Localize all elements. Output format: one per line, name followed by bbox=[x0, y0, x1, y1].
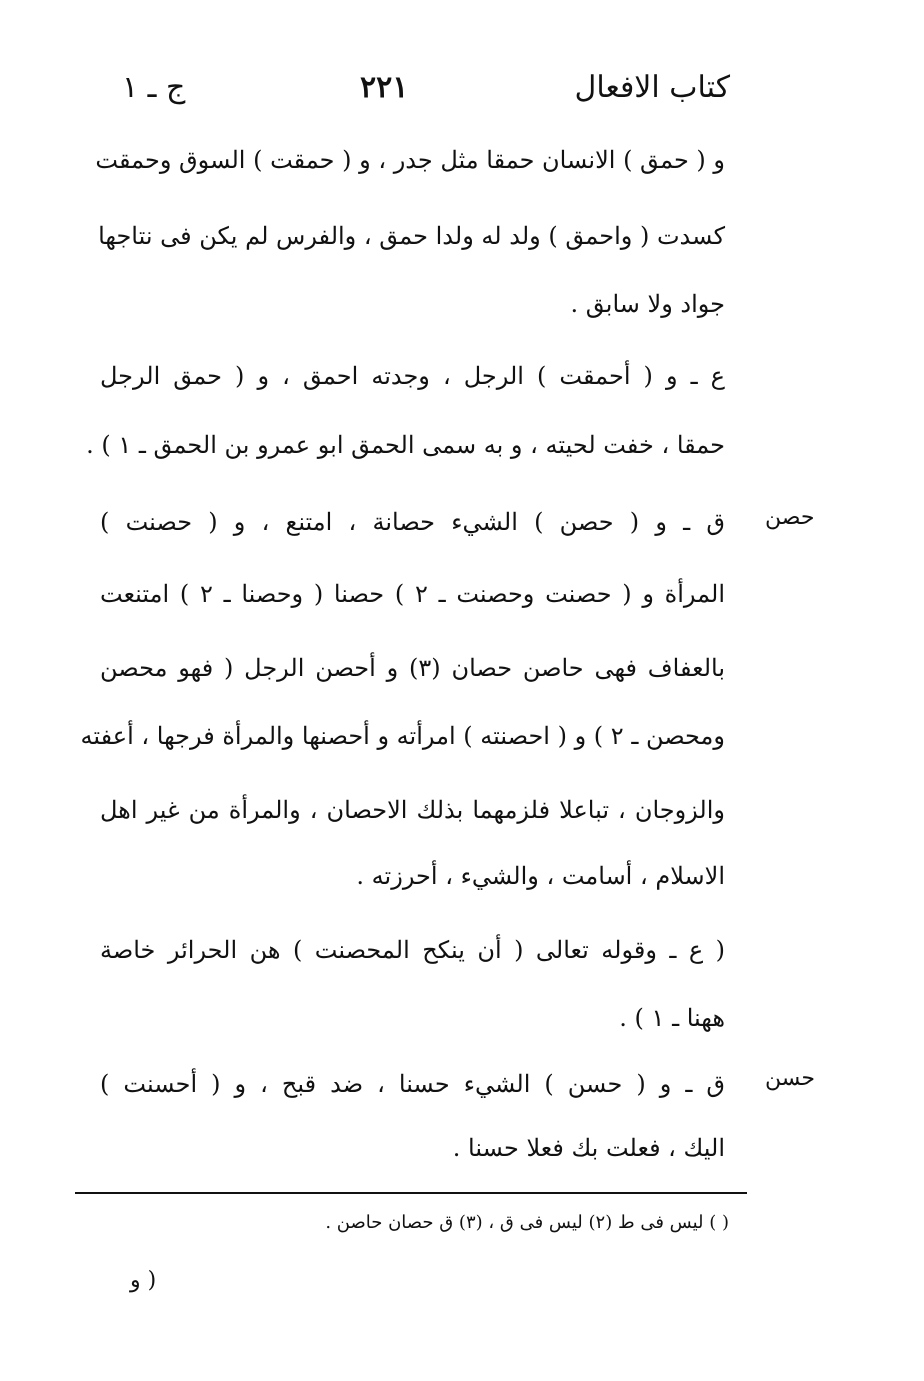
catchword: ( و bbox=[130, 1268, 157, 1293]
margin-entry-word: حصن bbox=[765, 505, 815, 530]
footnote: ( ) ليس فى ط (٢) ليس فى ق ، (٣) ق حصان حاصن . bbox=[325, 1212, 729, 1233]
page-header bbox=[110, 70, 730, 120]
text-line: كسدت ( واحمق ) ولد له ولدا حمق ، والفرس لم يكن فى نتاجها bbox=[98, 222, 725, 250]
text-line: والزوجان ، تباعلا فلزمهما بذلك الاحصان ، والمرأة من غير اهل bbox=[100, 796, 725, 824]
margin-entry-word: حسن bbox=[765, 1066, 815, 1091]
text-line: حمقا ، خفت لحيته ، و به سمى الحمق ابو عمرو بن الحمق ـ ١ ) . bbox=[86, 431, 725, 459]
text-line: ق ـ و ( حصن ) الشيء حصانة ، امتنع ، و ( حصنت ) bbox=[100, 508, 725, 536]
text-line: ق ـ و ( حسن ) الشيء حسنا ، ضد قبح ، و ( أحسنت ) bbox=[100, 1070, 725, 1098]
text-line: جواد ولا سابق . bbox=[570, 290, 725, 318]
volume-label: ج ـ ١ bbox=[122, 70, 186, 105]
book-title: كتاب الافعال bbox=[574, 70, 730, 105]
text-line: ههنا ـ ١ ) . bbox=[619, 1004, 725, 1032]
text-line: المرأة و ( حصنت وحصنت ـ ٢ ) حصنا ( وحصنا ـ ٢ ) امتنعت bbox=[100, 580, 726, 608]
text-line: بالعفاف فهى حاصن حصان (٣) و أحصن الرجل ( فهو محصن bbox=[100, 654, 726, 682]
page-number: ٢٢١ bbox=[360, 70, 409, 105]
text-line: اليك ، فعلت بك فعلا حسنا . bbox=[452, 1134, 725, 1162]
footnote-separator bbox=[75, 1192, 747, 1194]
text-line: ومحصن ـ ٢ ) و ( احصنته ) امرأته و أحصنها والمرأة فرجها ، أعفته bbox=[80, 722, 725, 750]
text-line: و ( حمق ) الانسان حمقا مثل جدر ، و ( حمقت ) السوق وحمقت bbox=[95, 146, 725, 174]
text-line: الاسلام ، أسامت ، والشيء ، أحرزته . bbox=[356, 862, 725, 890]
text-line: ع ـ و ( أحمقت ) الرجل ، وجدته احمق ، و ( حمق الرجل bbox=[100, 362, 725, 390]
text-line: ( ع ـ وقوله تعالى ( أن ينكح المحصنت ) هن الحرائر خاصة bbox=[100, 936, 725, 964]
